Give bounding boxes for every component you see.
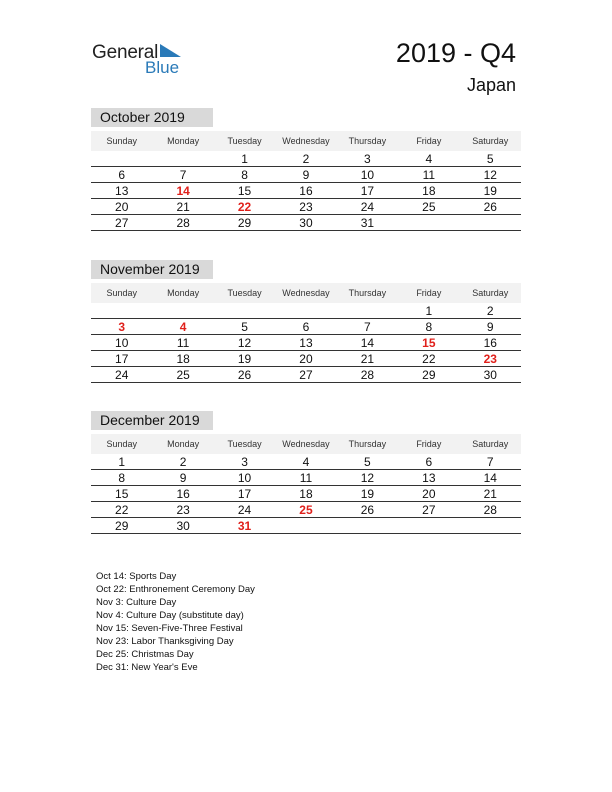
day-cell: 25 [299, 503, 313, 517]
day-cell: 3 [118, 320, 126, 334]
day-cell: 26 [237, 368, 252, 382]
week-row [91, 199, 521, 215]
day-cell: 29 [422, 368, 436, 382]
month-title: December 2019 [91, 411, 213, 430]
month-october [91, 108, 521, 231]
day-cell: 13 [115, 184, 129, 198]
day-cell: 23 [483, 352, 497, 366]
day-cell: 2 [179, 455, 187, 469]
day-cell: 18 [176, 352, 190, 366]
holiday-note: Oct 14: Sports Day [96, 571, 177, 582]
month-grid [91, 131, 521, 231]
logo-triangle-icon [160, 44, 182, 58]
day-cell: 31 [237, 519, 252, 533]
week-row [91, 183, 521, 199]
weekday-label: Thursday [348, 136, 387, 146]
week-row [91, 319, 521, 335]
page-title: 2019 - Q4 [395, 38, 516, 68]
day-cell [91, 151, 152, 166]
day-cell: 11 [422, 168, 436, 182]
month-grid [91, 434, 521, 534]
day-cell: 7 [179, 168, 187, 182]
weekday-label: Thursday [348, 288, 387, 298]
holiday-notes [96, 570, 255, 674]
day-cell: 19 [360, 487, 375, 501]
day-cell: 10 [360, 168, 375, 182]
day-cell: 11 [176, 336, 190, 350]
week-row [91, 454, 521, 470]
day-cell: 17 [360, 184, 375, 198]
week-row [91, 367, 521, 383]
day-cell: 2 [486, 304, 494, 318]
week-row [91, 335, 521, 351]
day-cell: 30 [176, 519, 190, 533]
logo-text-general: General [92, 42, 159, 63]
weekday-label: Wednesday [282, 288, 330, 298]
day-cell: 22 [237, 200, 252, 214]
day-cell: 5 [486, 152, 494, 166]
month-grid [91, 283, 521, 383]
day-cell: 27 [422, 503, 436, 517]
day-cell: 16 [299, 184, 313, 198]
day-cell: 30 [299, 216, 313, 230]
weekday-label: Saturday [472, 439, 509, 449]
day-cell: 11 [299, 471, 313, 485]
day-cell: 27 [299, 368, 313, 382]
day-cell: 20 [115, 200, 129, 214]
weekday-label: Friday [416, 136, 442, 146]
weekday-label: Friday [416, 288, 442, 298]
day-cell: 7 [364, 320, 371, 334]
day-cell: 15 [237, 184, 252, 198]
day-cell [91, 303, 152, 318]
week-row [91, 351, 521, 367]
day-cell: 28 [483, 503, 497, 517]
day-cell: 9 [302, 168, 310, 182]
day-cell: 9 [486, 320, 494, 334]
day-cell: 17 [237, 487, 252, 501]
holiday-note: Nov 23: Labor Thanksgiving Day [96, 636, 234, 647]
day-cell: 18 [299, 487, 313, 501]
month-november [91, 260, 521, 383]
day-cell: 25 [176, 368, 190, 382]
weekday-label: Monday [167, 136, 200, 146]
month-title: November 2019 [91, 260, 213, 279]
day-cell: 20 [422, 487, 436, 501]
weekday-header-row [91, 434, 521, 454]
day-cell [275, 303, 336, 318]
day-cell: 8 [425, 320, 433, 334]
weekday-label: Monday [167, 439, 200, 449]
weekday-header-row [91, 131, 521, 151]
day-cell: 8 [118, 471, 126, 485]
day-cell [214, 303, 275, 318]
day-cell [152, 303, 213, 318]
weekday-label: Saturday [472, 288, 509, 298]
day-cell: 21 [483, 487, 497, 501]
day-cell: 22 [422, 352, 436, 366]
day-cell: 30 [483, 368, 497, 382]
day-cell: 3 [241, 455, 248, 469]
week-row [91, 215, 521, 231]
weekday-label: Tuesday [227, 439, 262, 449]
holiday-note: Oct 22: Enthronement Ceremony Day [96, 584, 255, 595]
day-cell: 13 [422, 471, 436, 485]
day-cell: 1 [241, 152, 248, 166]
day-cell: 20 [299, 352, 313, 366]
day-cell: 1 [118, 455, 126, 469]
day-cell: 4 [302, 455, 310, 469]
day-cell: 12 [483, 168, 497, 182]
day-cell: 26 [483, 200, 497, 214]
day-cell: 10 [237, 471, 252, 485]
week-row [91, 470, 521, 486]
day-cell: 2 [302, 152, 310, 166]
day-cell: 21 [176, 200, 190, 214]
day-cell: 17 [115, 352, 129, 366]
day-cell [398, 518, 459, 533]
day-cell: 6 [118, 168, 126, 182]
day-cell [398, 215, 459, 230]
week-row [91, 151, 521, 167]
day-cell [152, 151, 213, 166]
day-cell: 6 [425, 455, 433, 469]
day-cell [337, 303, 398, 318]
holiday-note: Nov 15: Seven-Five-Three Festival [96, 623, 243, 634]
logo [92, 40, 192, 80]
day-cell: 24 [360, 200, 375, 214]
weekday-label: Friday [416, 439, 442, 449]
week-row [91, 303, 521, 319]
weekday-label: Sunday [106, 439, 137, 449]
day-cell: 28 [360, 368, 375, 382]
day-cell: 7 [486, 455, 494, 469]
day-cell: 18 [422, 184, 436, 198]
day-cell: 12 [237, 336, 252, 350]
day-cell: 16 [176, 487, 190, 501]
month-title: October 2019 [91, 108, 213, 127]
day-cell: 10 [115, 336, 129, 350]
holiday-note: Nov 3: Culture Day [96, 597, 177, 608]
holiday-note: Dec 31: New Year's Eve [96, 662, 198, 673]
weekday-label: Wednesday [282, 136, 330, 146]
day-cell: 13 [299, 336, 313, 350]
day-cell: 22 [115, 503, 129, 517]
day-cell: 23 [299, 200, 313, 214]
week-row [91, 167, 521, 183]
day-cell: 5 [364, 455, 371, 469]
day-cell: 14 [483, 471, 497, 485]
day-cell: 5 [241, 320, 248, 334]
day-cell: 25 [422, 200, 436, 214]
week-row [91, 502, 521, 518]
day-cell: 28 [176, 216, 190, 230]
day-cell [337, 518, 398, 533]
day-cell: 4 [179, 320, 187, 334]
day-cell: 27 [115, 216, 129, 230]
day-cell: 24 [115, 368, 129, 382]
day-cell: 16 [483, 336, 497, 350]
weekday-label: Wednesday [282, 439, 330, 449]
holiday-note: Dec 25: Christmas Day [96, 649, 194, 660]
weekday-label: Sunday [106, 288, 137, 298]
day-cell: 3 [364, 152, 371, 166]
day-cell: 15 [115, 487, 129, 501]
day-cell: 31 [360, 216, 375, 230]
weekday-label: Thursday [348, 439, 387, 449]
day-cell: 29 [237, 216, 252, 230]
day-cell: 14 [360, 336, 375, 350]
weekday-label: Saturday [472, 136, 509, 146]
weekday-label: Sunday [106, 136, 137, 146]
day-cell: 21 [360, 352, 375, 366]
day-cell: 12 [360, 471, 375, 485]
day-cell: 15 [422, 336, 436, 350]
week-row [91, 486, 521, 502]
week-row [91, 518, 521, 534]
day-cell: 29 [115, 519, 129, 533]
weekday-label: Tuesday [227, 288, 262, 298]
day-cell: 4 [425, 152, 433, 166]
day-cell [460, 518, 521, 533]
day-cell: 8 [241, 168, 248, 182]
day-cell [275, 518, 336, 533]
country-name: Japan [466, 75, 516, 95]
day-cell: 19 [237, 352, 252, 366]
day-cell: 1 [425, 304, 433, 318]
logo-text-blue: Blue [145, 58, 180, 77]
day-cell: 19 [483, 184, 497, 198]
day-cell: 26 [360, 503, 375, 517]
day-cell: 14 [176, 184, 190, 198]
month-december [91, 411, 521, 534]
day-cell: 24 [237, 503, 252, 517]
weekday-label: Monday [167, 288, 200, 298]
day-cell: 6 [302, 320, 310, 334]
day-cell [460, 215, 521, 230]
weekday-header-row [91, 283, 521, 303]
holiday-note: Nov 4: Culture Day (substitute day) [96, 610, 244, 621]
weekday-label: Tuesday [227, 136, 262, 146]
day-cell: 23 [176, 503, 190, 517]
day-cell: 9 [179, 471, 187, 485]
